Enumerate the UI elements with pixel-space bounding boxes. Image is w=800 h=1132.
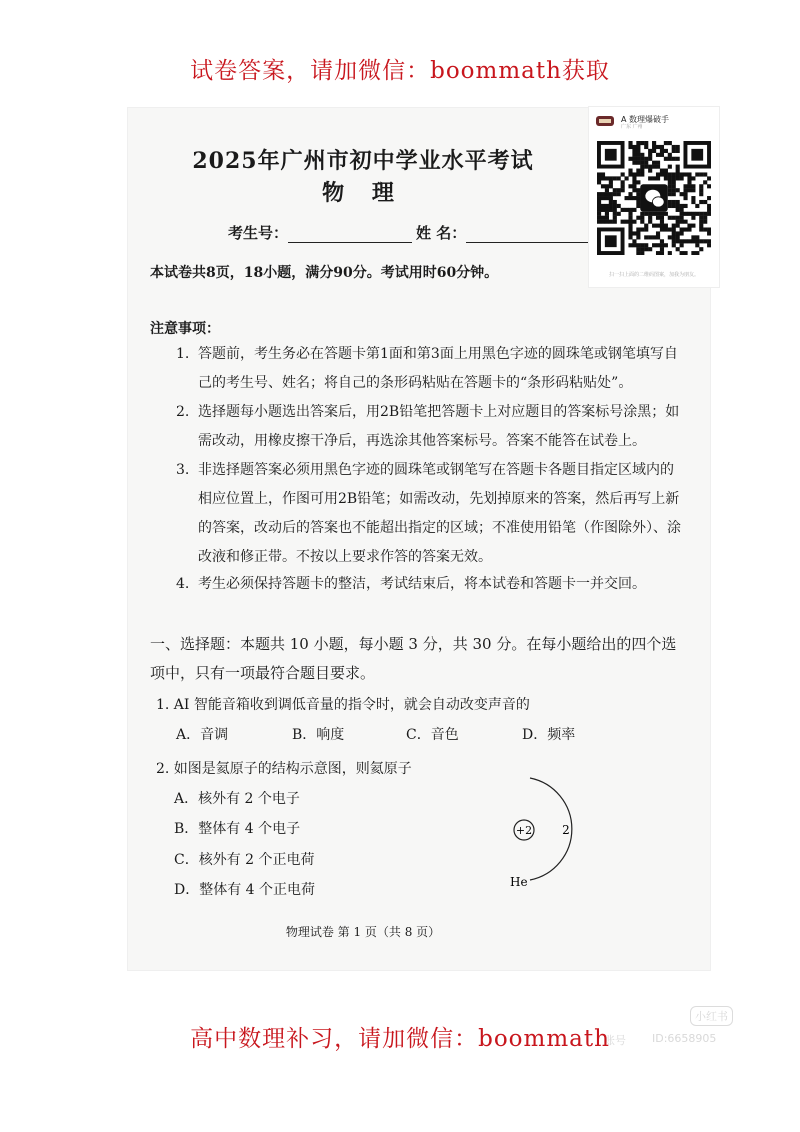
bottom-promo-banner: 高中数理补习，请加微信：boommath <box>190 1026 610 1052</box>
exam-title: 2025年广州市初中学业水平考试 <box>192 148 534 174</box>
notes-heading: 注意事项： <box>150 321 220 337</box>
question-1-stem: 1. AI 智能音箱收到调低音量的指令时，就会自动改变声音的 <box>156 697 530 713</box>
top-promo-banner: 试卷答案，请加微信：boommath获取 <box>190 58 610 84</box>
qr-account-location: 广东 广州 <box>621 124 643 130</box>
note-item <box>176 398 681 456</box>
note-number: 4. <box>176 576 190 592</box>
nucleus-charge: +2 <box>515 824 533 837</box>
name-field <box>416 222 588 243</box>
watermark-label: 账号 <box>604 1034 626 1047</box>
note-text: 答题前，考生务必在答题卡第1面和第3面上用黑色字迹的圆珠笔或钢笔填写自己的考生号、姓名；将自己的条形码粘贴在答题卡的“条形码粘贴处”。 <box>198 346 678 391</box>
candidate-number-field <box>228 222 412 243</box>
note-text: 考生必须保持答题卡的整洁，考试结束后，将本试卷和答题卡一并交回。 <box>198 576 646 592</box>
qr-header <box>595 113 713 131</box>
watermark-badge: 小红书 <box>690 1006 733 1026</box>
wechat-qr-code <box>597 141 711 255</box>
question-1-option-a: A．音调 <box>176 727 229 743</box>
note-text: 非选择题答案必须用黑色字迹的圆珠笔或钢笔写在答题卡各题目指定区域内的相应位置上，作图可用2B铅笔；如需改动，先划掉原来的答案，然后再写上新的答案，改动后的答案也不能超出指定的区域；不准使用铅笔（作图除外）、涂改液和修正带。不按以上要求作答的答案无效。 <box>198 462 681 565</box>
name-line <box>466 226 588 243</box>
note-item <box>176 456 681 572</box>
note-text: 选择题每小题选出答案后，用2B铅笔把答题卡上对应题目的答案标号涂黑；如需改动，用橡皮擦干净后，再选涂其他答案标号。答案不能答在试卷上。 <box>198 404 680 449</box>
question-2-option-d: D．整体有 4 个正电荷 <box>174 882 316 898</box>
qr-code-card <box>588 106 720 288</box>
note-item <box>176 340 681 398</box>
qr-caption: 扫一扫上面的二维码图案，加我为朋友。 <box>608 272 699 278</box>
section-1-heading: 一、选择题：本题共 10 小题，每小题 3 分，共 30 分。在每小题给出的四个选项中，只有一项最符合题目要求。 <box>150 635 677 682</box>
question-2-option-b: B．整体有 4 个电子 <box>174 821 301 837</box>
watermark-id: ID:6658905 <box>652 1032 717 1045</box>
question-1-option-c: C．音色 <box>406 727 459 743</box>
question-1-option-d: D．频率 <box>522 727 576 743</box>
page-footer: 物理试卷 第 1 页（共 8 页） <box>285 925 441 939</box>
candidate-number-line <box>288 226 412 243</box>
account-logo-icon <box>595 113 615 129</box>
exam-subject: 物 理 <box>322 180 404 206</box>
question-2-option-c: C．核外有 2 个正电荷 <box>174 852 315 868</box>
name-label: 姓 名： <box>416 224 467 242</box>
helium-atom-diagram <box>500 772 600 892</box>
note-number: 1. <box>176 346 190 362</box>
question-2-stem: 2. 如图是氦原子的结构示意图，则氦原子 <box>156 761 412 777</box>
question-1-option-b: B．响度 <box>292 727 345 743</box>
element-symbol: He <box>510 875 528 889</box>
question-2-option-a: A．核外有 2 个电子 <box>174 791 300 807</box>
candidate-number-label: 考生号： <box>228 224 289 242</box>
qr-account-name: A 数理爆破手 <box>621 115 670 124</box>
shell-electron-count: 2 <box>562 823 570 837</box>
note-number: 2. <box>176 404 190 420</box>
exam-info: 本试卷共8页，18小题，满分90分。考试用时60分钟。 <box>150 265 499 281</box>
note-item <box>176 570 681 599</box>
note-number: 3. <box>176 462 190 478</box>
